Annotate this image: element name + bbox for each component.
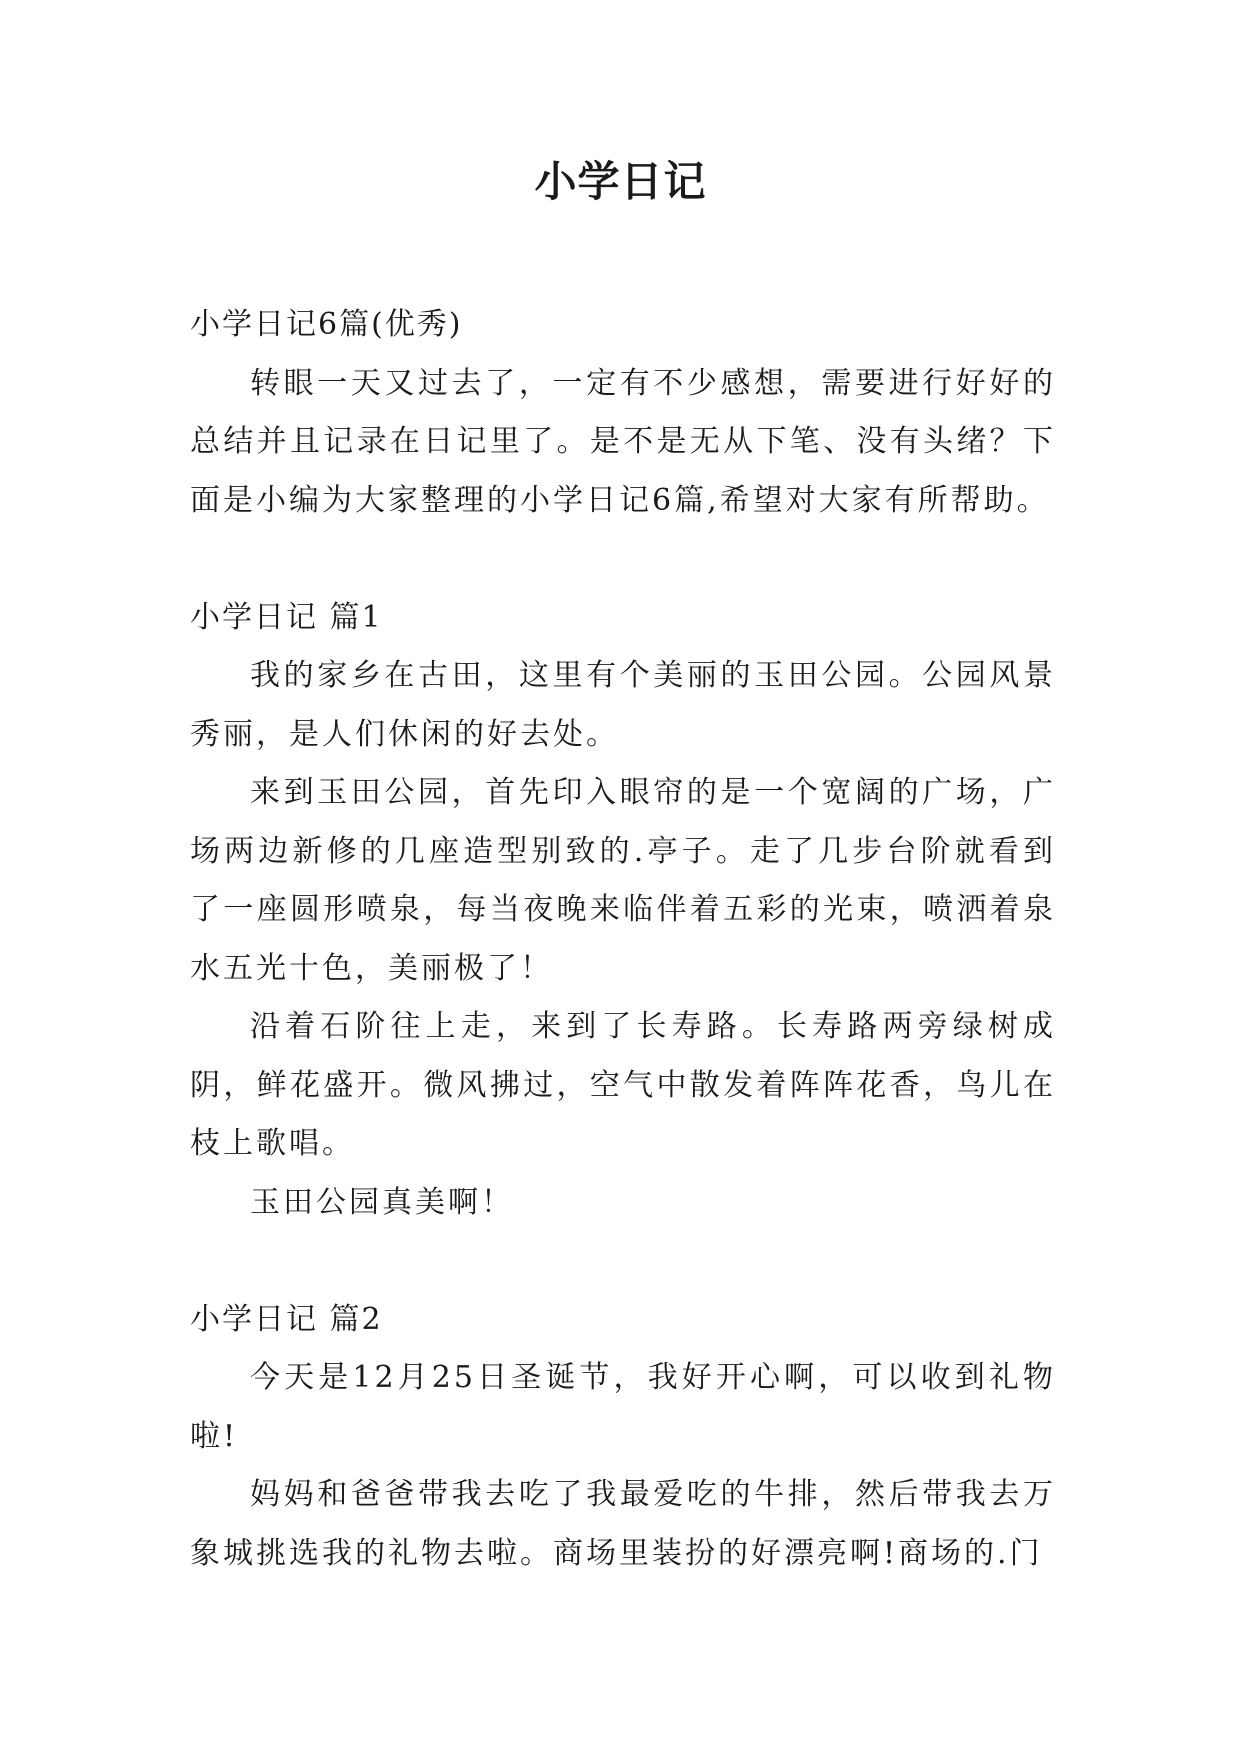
paragraph: 今天是12月25日圣诞节，我好开心啊，可以收到礼物啦! [190, 1360, 1056, 1454]
section-diary-1 [190, 589, 1056, 1233]
paragraph: 沿着石阶往上走，来到了长寿路。长寿路两旁绿树成阴，鲜花盛开。微风拂过，空气中散发着阵阵花香，鸟儿在枝上歌唱。 [190, 1009, 1056, 1161]
section-diary-2 [190, 1291, 1056, 1584]
section-intro [190, 296, 1056, 530]
document-body [190, 296, 1056, 1583]
paragraph: 妈妈和爸爸带我去吃了我最爱吃的牛排，然后带我去万象城挑选我的礼物去啦。商场里装扮的好漂亮啊!商场的.门 [190, 1477, 1056, 1571]
section-heading: 小学日记 篇2 [190, 1301, 383, 1337]
document-title: 小学日记 [534, 157, 707, 206]
paragraph: 转眼一天又过去了，一定有不少感想，需要进行好好的总结并且记录在日记里了。是不是无从下笔、没有头绪？下面是小编为大家整理的小学日记6篇,希望对大家有所帮助。 [190, 365, 1056, 518]
paragraph: 来到玉田公园，首先印入眼帘的是一个宽阔的广场，广场两边新修的几座造型别致的.亭子。走了几步台阶就看到了一座圆形喷泉，每当夜晚来临伴着五彩的光束，喷洒着泉水五光十色，美丽极了！ [190, 775, 1056, 986]
section-heading: 小学日记 篇1 [190, 599, 383, 635]
section-heading: 小学日记6篇(优秀) [190, 307, 463, 342]
paragraph: 我的家乡在古田，这里有个美丽的玉田公园。公园风景秀丽，是人们休闲的好去处。 [190, 658, 1056, 752]
paragraph: 玉田公园真美啊！ [250, 1184, 514, 1220]
